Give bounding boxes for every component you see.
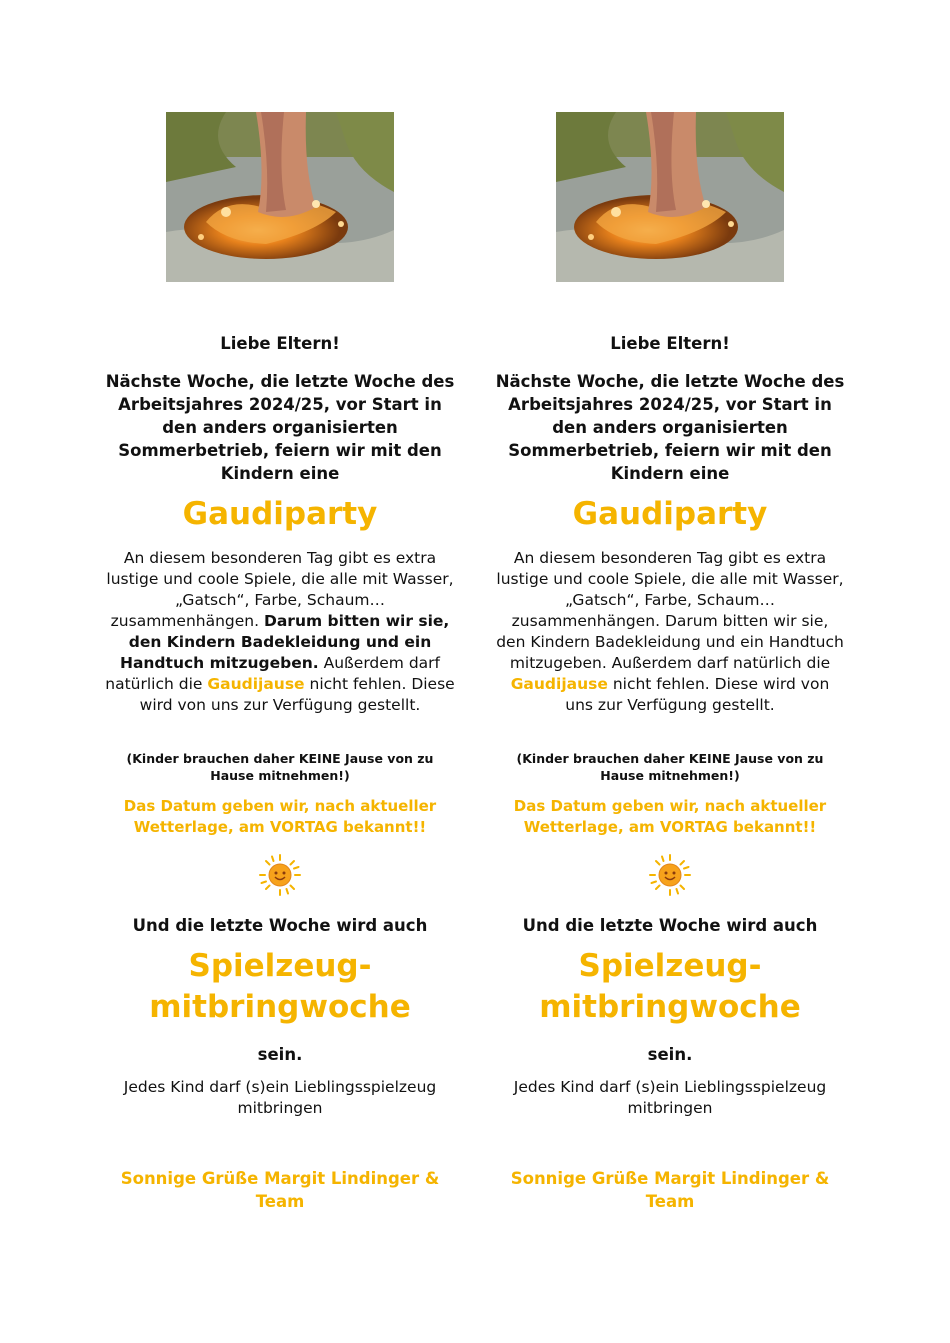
date-notice: Das Datum geben wir, nach aktueller Wetterlage, am VORTAG bekannt!! xyxy=(123,797,437,836)
splash-photo xyxy=(556,112,784,282)
body-text xyxy=(105,548,455,716)
jause-note: (Kinder brauchen daher KEINE Jause von zu Hause mitnehmen!) xyxy=(516,751,824,783)
body-text-part: nicht fehlen. Diese wird von uns zur Verfügung gestellt. xyxy=(139,675,455,714)
body-highlight: Gaudijause xyxy=(207,675,305,693)
date-notice: Das Datum geben wir, nach aktueller Wetterlage, am VORTAG bekannt!! xyxy=(513,797,827,836)
body-text-part: nicht fehlen. Diese wird von uns zur Verfügung gestellt. xyxy=(565,675,830,714)
intro-text: Nächste Woche, die letzte Woche des Arbeitsjahres 2024/25, vor Start in den anders organisierten Sommerbetrieb, feiern wir mit den Kindern eine xyxy=(105,372,455,483)
body-text-part: An diesem besonderen Tag gibt es extra lustige und coole Spiele, die alle mit Wasser, „Gatsch“, Farbe, Schaum… zusammenhängen. Darum bitten wir sie, den Kindern Badekleidung und ein Handtuch mitzugeben. Außerdem darf natürlich die xyxy=(496,549,844,672)
jause-note: (Kinder brauchen daher KEINE Jause von zu Hause mitnehmen!) xyxy=(126,751,434,783)
signature: Sonnige Grüße Margit Lindinger & Team xyxy=(120,1169,440,1211)
greeting: Liebe Eltern! xyxy=(610,334,730,353)
toy-text: Jedes Kind darf (s)ein Lieblingsspielzeug mitbringen xyxy=(513,1078,827,1117)
headline-gaudiparty: Gaudiparty xyxy=(572,496,768,532)
week-title: Spielzeug-mitbringwoche xyxy=(539,948,801,1025)
last-week-intro: Und die letzte Woche wird auch xyxy=(132,916,428,935)
week-suffix: sein. xyxy=(647,1045,693,1064)
week-title: Spielzeug-mitbringwoche xyxy=(149,948,411,1025)
intro-text: Nächste Woche, die letzte Woche des Arbeitsjahres 2024/25, vor Start in den anders organisierten Sommerbetrieb, feiern wir mit den Kindern eine xyxy=(495,372,845,483)
signature: Sonnige Grüße Margit Lindinger & Team xyxy=(510,1169,830,1211)
week-suffix: sein. xyxy=(257,1045,303,1064)
greeting: Liebe Eltern! xyxy=(220,334,340,353)
body-text-part: An diesem besonderen Tag gibt es extra lustige und coole Spiele, die alle mit Wasser, „Gatsch“, Farbe, Schaum… zusammenhängen. xyxy=(106,549,454,630)
body-text xyxy=(495,548,845,716)
toy-text: Jedes Kind darf (s)ein Lieblingsspielzeug mitbringen xyxy=(123,1078,437,1117)
smiling-sun-icon xyxy=(648,853,692,897)
splash-photo xyxy=(166,112,394,282)
smiling-sun-icon xyxy=(258,853,302,897)
last-week-intro: Und die letzte Woche wird auch xyxy=(522,916,818,935)
headline-gaudiparty: Gaudiparty xyxy=(182,496,378,532)
body-text-part: Außerdem darf natürlich die xyxy=(105,654,441,693)
body-text-bold: Darum bitten wir sie, den Kindern Badekleidung und ein Handtuch mitzugeben. xyxy=(119,612,450,672)
body-highlight: Gaudijause xyxy=(510,675,608,693)
